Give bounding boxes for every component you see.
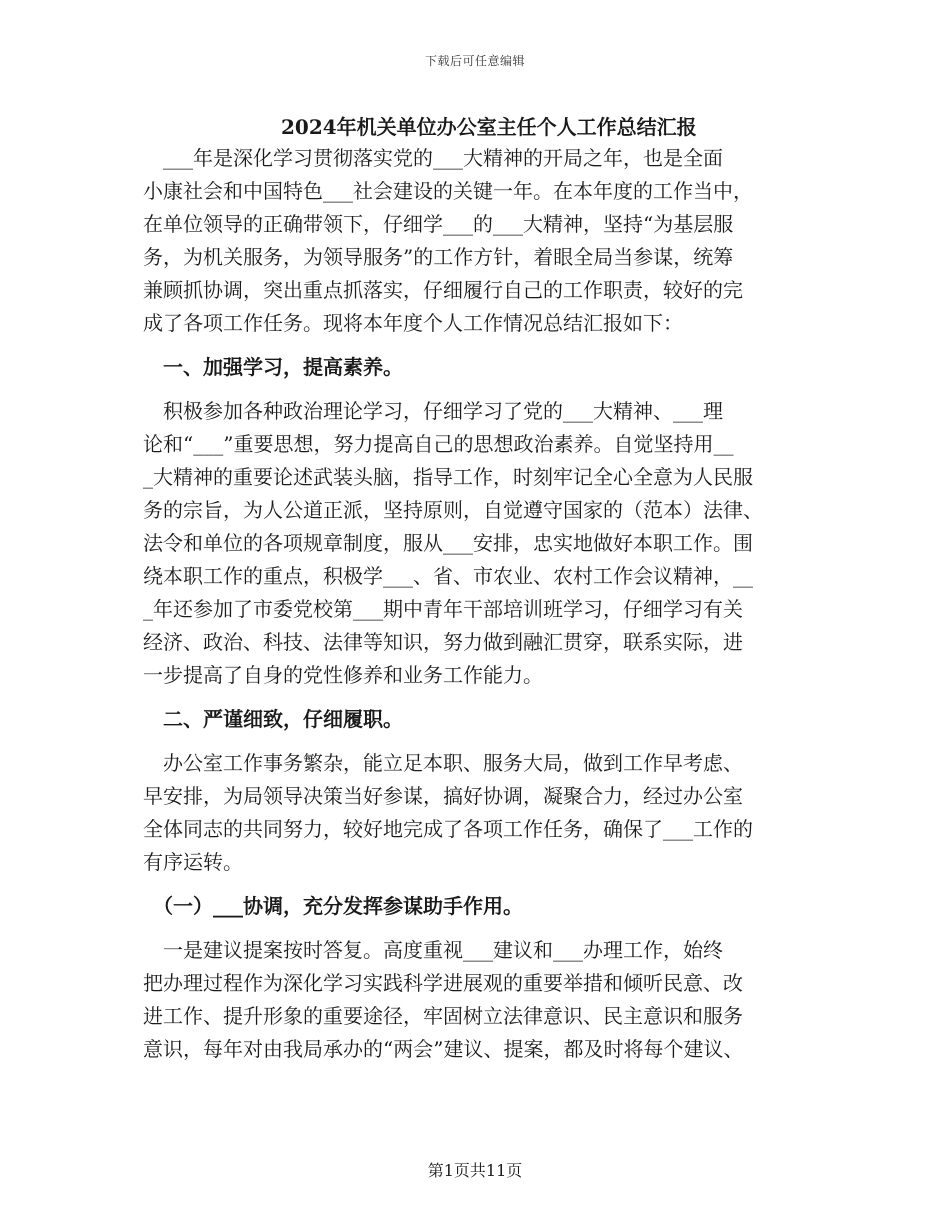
paragraph-line: _大精神的重要论述武装头脑，指导工作，时刻牢记全心全意为人民服 — [143, 465, 753, 489]
paragraph-line: 一是建议提案按时答复。高度重视___建议和___办理工作，始终 — [143, 938, 723, 962]
paragraph-line: 法令和单位的各项规章制度，服从___安排，忠实地做好本职工作。围 — [143, 531, 753, 555]
subsection-heading-1: （一）___协调，充分发挥参谋助手作用。 — [143, 894, 523, 918]
paragraph-line: 积极参加各种政治理论学习，仔细学习了党的___大精神、___理 — [143, 399, 723, 423]
paragraph-line: 论和“___”重要思想，努力提高自己的思想政治素养。自觉坚持用__ — [143, 432, 734, 456]
page-number-footer: 第1页共11页 — [427, 1161, 523, 1180]
paragraph-spacer — [143, 384, 808, 395]
paragraph-line: _年还参加了市委党校第___期中青年干部培训班学习，仔细学习有关 — [143, 597, 743, 621]
paragraph-spacer — [143, 340, 808, 351]
paragraph-line: 办公室工作事务繁杂，能立足本职、服务大局，做到工作早考虑、 — [143, 751, 743, 775]
header-note: 下载后可任意编辑 — [424, 54, 525, 68]
paragraph-line: 经济、政治、科技、法律等知识，努力做到融汇贯穿，联系实际，进 — [143, 630, 743, 654]
paragraph-spacer — [143, 692, 808, 703]
paragraph-line: 把办理过程作为深化学习实践科学进展观的重要举措和倾听民意、改 — [143, 971, 743, 995]
paragraph-line: 有序运转。 — [143, 850, 243, 874]
paragraph-line: 在单位领导的正确带领下，仔细学___的___大精神，坚持“为基层服 — [143, 212, 734, 236]
paragraph-line: 进工作、提升形象的重要途径，牢固树立法律意识、民主意识和服务 — [143, 1004, 743, 1028]
section-heading-1: 一、加强学习，提高素养。 — [143, 355, 403, 379]
paragraph-line: 早安排，为局领导决策当好参谋，搞好协调，凝聚合力，经过办公室 — [143, 784, 743, 808]
paragraph-line: 意识，每年对由我局承办的“两会”建议、提案，都及时将每个建议、 — [143, 1037, 744, 1061]
document-body — [143, 112, 808, 1066]
paragraph-spacer — [143, 879, 808, 890]
paragraph-line: 务的宗旨，为人公道正派，坚持原则，自觉遵守国家的（范本）法律、 — [143, 498, 763, 522]
section-heading-2: 二、严谨细致，仔细履职。 — [143, 707, 403, 731]
paragraph-line: 成了各项工作任务。现将本年度个人工作情况总结汇报如下： — [143, 311, 683, 335]
paragraph-line: 一步提高了自身的党性修养和业务工作能力。 — [143, 663, 543, 687]
paragraph-line: 全体同志的共同努力，较好地完成了各项工作任务，确保了___工作的 — [143, 817, 753, 841]
paragraph-spacer — [143, 736, 808, 747]
paragraph-line: 兼顾抓协调，突出重点抓落实，仔细履行自己的工作职责，较好的完 — [143, 278, 743, 302]
paragraph-line: 绕本职工作的重点，积极学___、省、市农业、农村工作会议精神，__ — [143, 564, 753, 588]
paragraph-line: 务，为机关服务，为领导服务”的工作方针，着眼全局当参谋，统筹 — [143, 245, 734, 269]
paragraph-line: 小康社会和中国特色___社会建设的关键一年。在本年度的工作当中， — [143, 179, 753, 203]
document-title: 2024年机关单位办公室主任个人工作总结汇报 — [281, 115, 697, 139]
paragraph-spacer — [143, 923, 808, 934]
paragraph-line: ___年是深化学习贯彻落实党的___大精神的开局之年，也是全面 — [143, 146, 723, 170]
